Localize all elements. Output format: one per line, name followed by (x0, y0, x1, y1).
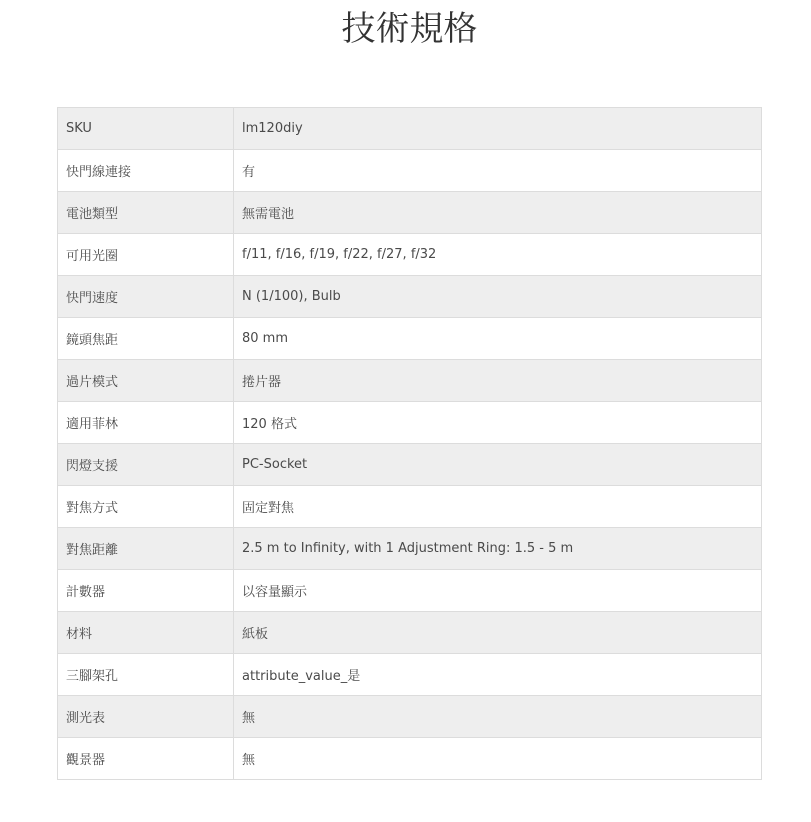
spec-label: 快門線連接 (58, 150, 234, 192)
spec-row-film-format (58, 402, 762, 444)
spec-label: 材料 (58, 612, 234, 654)
page-title: 技術規格 (341, 9, 478, 49)
spec-label: 對焦方式 (58, 486, 234, 528)
spec-value: 有 (234, 150, 762, 192)
spec-row-tripod-hole (58, 654, 762, 696)
spec-label: 可用光圈 (58, 234, 234, 276)
spec-value: f/11, f/16, f/19, f/22, f/27, f/32 (234, 234, 762, 276)
spec-label: 測光表 (58, 696, 234, 738)
spec-value: 無 (234, 738, 762, 780)
spec-value: 無 (234, 696, 762, 738)
spec-row-shutter-speed (58, 276, 762, 318)
spec-value: 固定對焦 (234, 486, 762, 528)
spec-label: 鏡頭焦距 (58, 318, 234, 360)
spec-label: 快門速度 (58, 276, 234, 318)
spec-label: SKU (58, 108, 234, 150)
spec-label: 觀景器 (58, 738, 234, 780)
spec-label: 適用菲林 (58, 402, 234, 444)
spec-label: 閃燈支援 (58, 444, 234, 486)
spec-row-battery-type (58, 192, 762, 234)
spec-row-shutter-cable (58, 150, 762, 192)
spec-row-flash-support (58, 444, 762, 486)
spec-label: 三腳架孔 (58, 654, 234, 696)
spec-value: 無需電池 (234, 192, 762, 234)
spec-value: 以容量顯示 (234, 570, 762, 612)
spec-value: 2.5 m to Infinity, with 1 Adjustment Ring: 1.5 - 5 m (234, 528, 762, 570)
spec-value: N (1/100), Bulb (234, 276, 762, 318)
spec-row-material (58, 612, 762, 654)
spec-label: 過片模式 (58, 360, 234, 402)
spec-value: 捲片器 (234, 360, 762, 402)
spec-row-sku (58, 108, 762, 150)
spec-value: lm120diy (234, 108, 762, 150)
spec-row-counter (58, 570, 762, 612)
spec-row-film-advance (58, 360, 762, 402)
spec-label: 對焦距離 (58, 528, 234, 570)
spec-value: PC-Socket (234, 444, 762, 486)
spec-label: 計數器 (58, 570, 234, 612)
spec-table (57, 107, 762, 780)
spec-value: 120 格式 (234, 402, 762, 444)
spec-row-focal-length (58, 318, 762, 360)
spec-row-apertures (58, 234, 762, 276)
spec-row-viewfinder (58, 738, 762, 780)
spec-row-light-meter (58, 696, 762, 738)
spec-value: attribute_value_是 (234, 654, 762, 696)
spec-value: 80 mm (234, 318, 762, 360)
spec-label: 電池類型 (58, 192, 234, 234)
spec-value: 紙板 (234, 612, 762, 654)
spec-row-focus-mode (58, 486, 762, 528)
spec-row-focus-distance (58, 528, 762, 570)
